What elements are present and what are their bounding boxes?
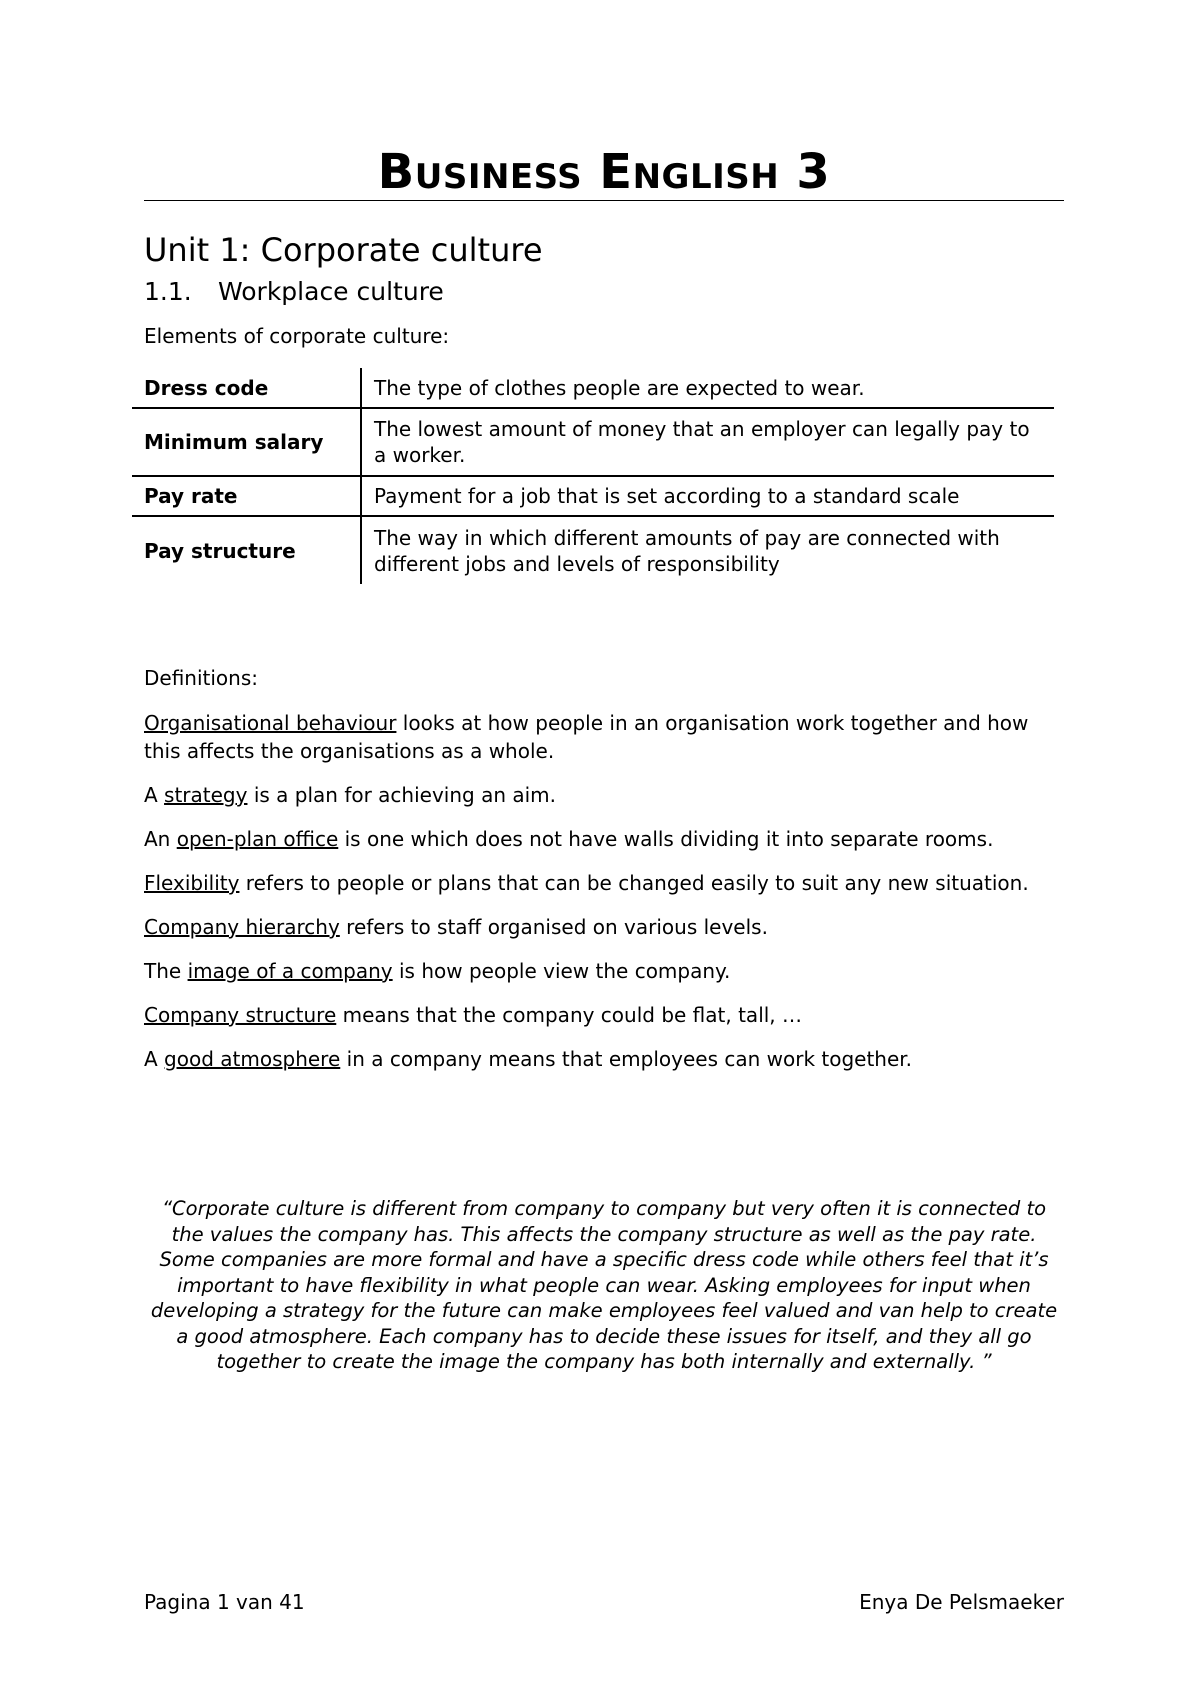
definition-paragraph: [144, 709, 1064, 765]
defined-term: Company hierarchy: [144, 915, 340, 939]
author-name: Enya De Pelsmaeker: [859, 1590, 1064, 1614]
section-number: 1.1.: [144, 277, 192, 306]
elements-intro: Elements of corporate culture:: [144, 324, 450, 348]
defined-term: good atmosphere: [164, 1047, 341, 1071]
definition-lead: A: [144, 783, 165, 807]
terms-table: [132, 368, 1054, 584]
unit-heading: Unit 1: Corporate culture: [144, 231, 543, 269]
document-title: Business English 3: [377, 144, 831, 200]
definitions-label: Definitions:: [144, 666, 259, 690]
defined-term: strategy: [164, 783, 248, 807]
definition-paragraph: [144, 1045, 1064, 1073]
definition-text: refers to staff organised on various levels.: [339, 915, 768, 939]
definition-lead: An: [144, 827, 177, 851]
defined-term: Flexibility: [144, 871, 240, 895]
definition-text: is how people view the company.: [392, 959, 731, 983]
definition-cell: Payment for a job that is set according to a standard scale: [374, 484, 960, 508]
table-row: [132, 408, 1054, 476]
definition-cell: The way in which different amounts of pay are connected with different jobs and levels of responsibility: [374, 525, 1000, 576]
title-underline: [144, 200, 1064, 201]
definitions-list: [144, 709, 1064, 1089]
defined-term: Company structure: [144, 1003, 337, 1027]
definition-text: looks at how people in an organisation work together and how this affects the organisations as a whole.: [144, 711, 1029, 763]
defined-term: Organisational behaviour: [144, 711, 397, 735]
table-row: [132, 516, 1054, 584]
definition-lead: A: [144, 1047, 165, 1071]
definition-cell: The type of clothes people are expected to wear.: [374, 375, 865, 400]
definition-paragraph: [144, 1001, 1064, 1029]
definition-text: in a company means that employees can work together.: [340, 1047, 913, 1071]
definition-paragraph: [144, 869, 1064, 897]
corporate-culture-quote: “Corporate culture is different from company to company but very often it is connected to the values the company has. This affects the company structure as well as the pay rate. Some companies are more formal and have a specific dress code while others feel that it’s important to have flexibility in what people can wear. Asking employees for input when developing a strategy for the future can make employees feel valued and van help to create a good atmosphere. Each company has to decide these issues for itself, and they all go together to create the image the company has both internally and externally. ”: [150, 1197, 1058, 1373]
section-title: Workplace culture: [218, 277, 444, 306]
definition-paragraph: [144, 913, 1064, 941]
term-cell: Pay structure: [132, 516, 361, 584]
definition-lead: The: [144, 959, 188, 983]
term-cell: Dress code: [132, 368, 361, 408]
definition-paragraph: [144, 781, 1064, 809]
definition-text: refers to people or plans that can be changed easily to suit any new situation.: [239, 871, 1029, 895]
defined-term: image of a company: [187, 959, 393, 983]
definition-paragraph: [144, 957, 1064, 985]
definition-paragraph: [144, 825, 1064, 853]
defined-term: open-plan office: [176, 827, 339, 851]
definition-text: means that the company could be flat, tall, …: [336, 1003, 803, 1027]
definition-text: is one which does not have walls dividing it into separate rooms.: [338, 827, 994, 851]
definition-cell: The lowest amount of money that an employer can legally pay to a worker.: [374, 417, 1030, 467]
page-number: Pagina 1 van 41: [144, 1590, 305, 1614]
definition-text: is a plan for achieving an aim.: [247, 783, 557, 807]
table-row: [132, 368, 1054, 408]
table-row: [132, 476, 1054, 516]
term-cell: Pay rate: [132, 476, 361, 516]
term-cell: Minimum salary: [132, 408, 361, 476]
section-heading: [144, 276, 444, 308]
